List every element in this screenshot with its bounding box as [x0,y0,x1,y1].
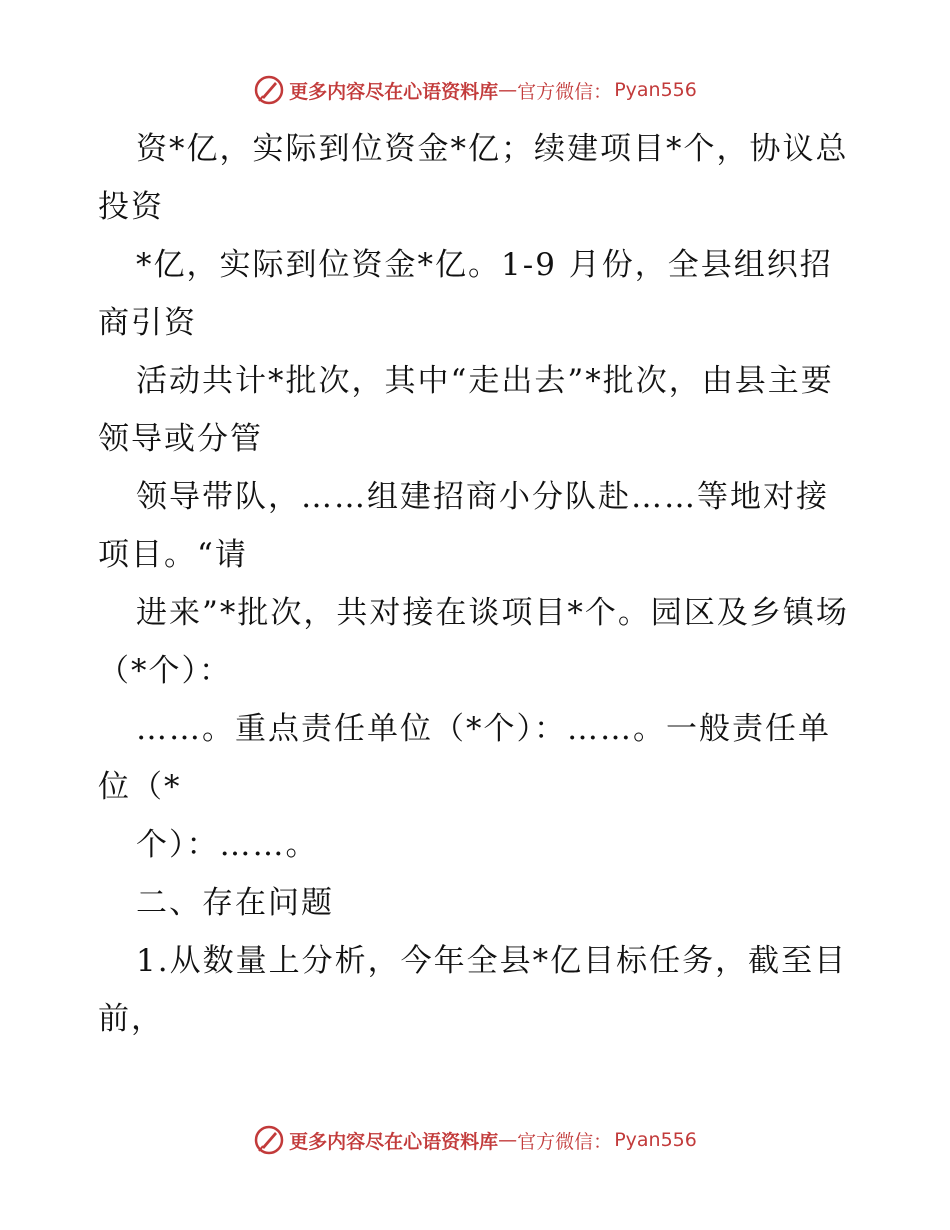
body-paragraph: 资*亿，实际到位资金*亿；续建项目*个，协议总投资 [98,131,849,225]
separator-dash: — [498,1129,518,1151]
separator-dash: — [498,79,518,101]
site-name-text: 更多内容尽在心语资料库 [289,80,499,103]
quill-logo-icon [253,1124,285,1156]
wechat-label: 官方微信： [517,1130,613,1153]
body-paragraph: *亿，实际到位资金*亿。1-9 月份，全县组织招商引资 [98,247,833,341]
section-heading: 二、存在问题 [136,885,334,921]
footer-banner [0,1122,950,1158]
body-paragraph: ……。重点责任单位（*个）：……。一般责任单位（* [98,711,831,805]
body-paragraph: 进来”*批次，共对接在谈项目*个。园区及乡镇场（*个）： [98,595,849,689]
body-paragraph: 个）：……。 [136,827,319,863]
site-name-text: 更多内容尽在心语资料库 [289,1130,499,1153]
body-paragraph: 领导带队，……组建招商小分队赴……等地对接项目。“请 [98,479,829,573]
wechat-label: 官方微信： [517,80,613,103]
body-paragraph: 1.从数量上分析，今年全县*亿目标任务，截至目前， [98,943,848,1037]
quill-logo-icon [253,74,285,106]
wechat-id: Pyan556 [614,79,697,101]
header-banner [0,72,950,108]
wechat-id: Pyan556 [614,1129,697,1151]
body-paragraph: 活动共计*批次，其中“走出去”*批次，由县主要领导或分管 [98,363,834,457]
document-body [98,120,858,1048]
